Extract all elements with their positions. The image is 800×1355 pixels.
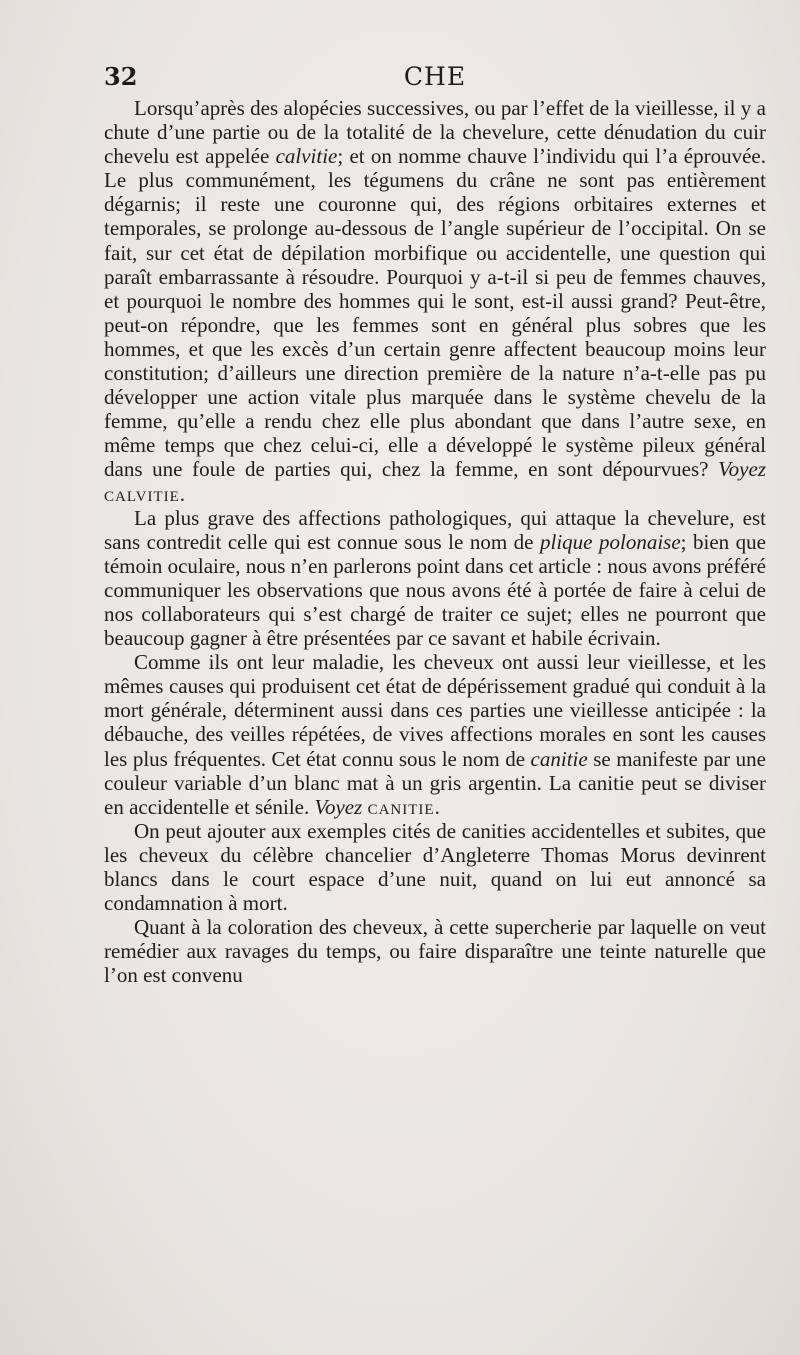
text-run: . [179,481,186,506]
text-run: se manifeste par une couleur variable d’un blanc mat à un gris argentin. La canitie peut se diviser en accidentelle et sénile. [104,746,766,819]
text-run: La plus grave des affections pathologiques, qui attaque la chevelure, est sans contredit celle qui est connue sous le nom de [104,505,766,554]
italic-text: Voyez [718,457,766,482]
text-run: Quant à la coloration des cheveux, à cette supercherie par laquelle on veut remédier aux ravages du temps, ou faire disparaître une teinte naturelle que l’on est convenu [104,915,766,988]
italic-text: plique polonaise [540,529,681,554]
text-run: Lorsqu’après des alopécies successives, ou par l’effet de la vieillesse, il y a chute d’une partie ou de la totalité de la chevelure, cette dénudation du cuir chevelu est appelée [104,96,766,169]
small-caps-text: calvitie [104,481,180,506]
italic-text: canitie [530,746,588,771]
text-run: On peut ajouter aux exemples cités de canities accidentelles et subites, que les cheveux du célèbre chancelier d’Angleterre Thomas Morus devinrent blancs dans le court espace d’une nuit, quand on lui eut annoncé sa condamnation à mort. [104,818,766,916]
italic-text: calvitie [275,144,338,169]
italic-text: Voyez [314,794,363,819]
paragraph [104,819,766,915]
body-text [104,96,766,987]
page-number: 32 [104,62,138,91]
paragraph [104,650,766,819]
text-run: . [434,794,440,819]
paragraph [104,506,766,651]
text-run: ; bien que témoin oculaire, nous n’en parlerons point dans cet article : nous avons préféré communiquer les observations que nous avons été à portée de faire à celui de nos collaborateurs qui s’est chargé de traiter ce sujet; elles ne pourront que beaucoup gagner à être présentées par ce savant et habile écrivain. [104,529,767,651]
running-head: CHE [403,62,467,91]
page-header [104,62,766,98]
small-caps-text: canitie [367,794,435,819]
paragraph [104,96,766,506]
paragraph [104,915,766,987]
text-run: ; et on nomme chauve l’individu qui l’a éprouvée. Le plus communément, les tégumens du crâne ne sont pas entièrement dégarnis; il reste une couronne qui, des régions orbitaires externes et temporales, se prolonge au-dessous de l’angle supérieur de l’occipital. On se fait, sur cet état de dépilation morbifique ou accidentelle, une question qui paraît embarrassante à résoudre. Pourquoi y a-t-il si peu de femmes chauves, et pourquoi le nombre des hommes qui le sont, est-il aussi grand? Peut-être, peut-on répondre, que les femmes sont en général plus sobres que les hommes, et que les excès d’un certain genre affectent beaucoup moins leur constitution; d’ailleurs une direction première de la nature n’a-t-elle pas pu développer une action vitale plus marquée dans le système chevelu de la femme, qu’elle a rendu chez elle plus abondant que dans l’autre sexe, en même temps que chez celui-ci, elle a développé le système pileux général dans une foule de parties qui, chez la femme, en sont dépourvues? [104,144,766,482]
text-run: Comme ils ont leur maladie, les cheveux ont aussi leur vieillesse, et les mêmes causes qui produisent cet état de dépérissement gradué qui conduit à la mort générale, déterminent aussi dans ces parties une vieillesse anticipée : la débauche, des veilles répétées, de vives affections morales en sont les causes les plus fréquentes. Cet état connu sous le nom de [104,650,766,771]
